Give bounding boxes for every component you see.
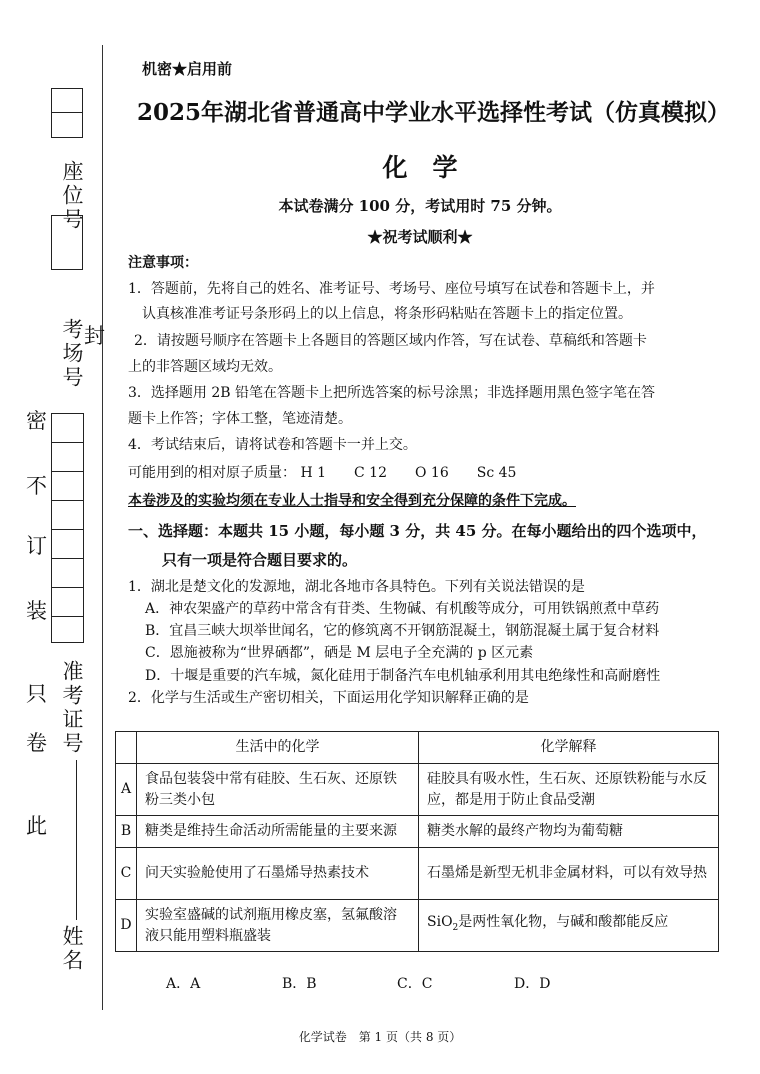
seal-char: 只 [26, 682, 47, 706]
seal-char: 此 [26, 814, 47, 838]
notes-line: 1．答题前，先将自己的姓名、准考证号、考场号、座位号填写在试卷和答题卡上，并 [128, 281, 655, 297]
binding-line [102, 45, 103, 1010]
table-row [116, 848, 719, 900]
notes-heading: 注意事项： [128, 255, 198, 271]
explain-cell [419, 900, 719, 952]
section-heading-cont: 只有一项是符合题目要求的。 [162, 551, 358, 569]
box-divider [51, 471, 84, 472]
life-cell: 问天实验舱使用了石墨烯导热素技术 [137, 848, 419, 900]
table-row [116, 900, 719, 952]
notes-line: 4．考试结束后，请将试卷和答题卡一并上交。 [128, 437, 417, 453]
wish-text: ★祝考试顺利★ [367, 228, 473, 246]
formula-subscript: 2 [452, 922, 459, 933]
page-title: 2025年湖北省普通高中学业水平选择性考试（仿真模拟） [137, 99, 731, 126]
table-header: 化学解释 [419, 732, 719, 764]
notes-line: 2．请按题号顺序在答题卡上各题目的答题区域内作答，写在试卷、草稿纸和答题卡 [134, 333, 647, 349]
notes-line: 3．选择题用 2B 铅笔在答题卡上把所选答案的标号涂黑；非选择题用黑色签字笔在答 [128, 385, 656, 401]
box-divider [51, 442, 84, 443]
table-row [116, 764, 719, 816]
table-row [116, 816, 719, 848]
life-cell: 糖类是维持生命活动所需能量的主要来源 [137, 816, 419, 848]
notes-line: 上的非答题区域均无效。 [128, 359, 282, 375]
life-cell: 食品包装袋中常有硅胶、生石灰、还原铁粉三类小包 [137, 764, 419, 816]
section-heading: 一、选择题：本题共 15 小题，每小题 3 分，共 45 分。在每小题给出的四个选项中， [128, 522, 707, 540]
seal-char: 卷 [26, 731, 47, 755]
q1-option-a: A．神农架盛产的草药中常含有苷类、生物碱、有机酸等成分，可用铁锅煎煮中草药 [145, 601, 660, 617]
q2-answer-d: D．D [514, 976, 551, 992]
subject-title: 化 学 [382, 153, 458, 182]
seal-char: 密 [26, 409, 47, 433]
question-1-stem: 1．湖北是楚文化的发源地，湖北各地市各具特色。下列有关说法错误的是 [128, 579, 585, 595]
q1-option-b: B．宜昌三峡大坝举世闻名，它的修筑离不开钢筋混凝土，钢筋混凝土属于复合材料 [145, 623, 660, 639]
q2-answer-c: C．C [397, 976, 433, 992]
safety-note: 本卷涉及的实验均须在专业人士指导和安全得到充分保障的条件下完成。 [128, 493, 576, 509]
table-corner [116, 732, 137, 764]
seat-box-divider [51, 88, 83, 113]
name-underline [76, 760, 77, 920]
room-number-label: 考场号 [60, 318, 84, 390]
box-divider [51, 500, 84, 501]
life-cell: 实验室盛碱的试剂瓶用橡皮塞，氢氟酸溶液只能用塑料瓶盛装 [137, 900, 419, 952]
box-divider [51, 616, 84, 617]
seal-char: 不 [26, 474, 47, 498]
exam-number-label: 准考证号 [60, 660, 84, 756]
seal-char: 订 [26, 534, 47, 558]
row-label: B [116, 816, 137, 848]
explain-cell: 石墨烯是新型无机非金属材料，可以有效导热 [419, 848, 719, 900]
row-label: C [116, 848, 137, 900]
q2-answer-b: B．B [282, 976, 317, 992]
box-divider [51, 558, 84, 559]
name-label: 姓名 [60, 925, 84, 973]
q1-option-d: D．十堰是重要的汽车城，氮化硅用于制备汽车电机轴承利用其电绝缘性和高耐磨性 [145, 668, 661, 684]
atomic-mass-line: 可能用到的相对原子质量： H 1 C 12 O 16 Sc 45 [128, 465, 517, 481]
formula-sio2: SiO [427, 914, 453, 931]
row-label: A [116, 764, 137, 816]
question-2-stem: 2．化学与生活或生产密切相关，下面运用化学知识解释正确的是 [128, 690, 529, 706]
seat-number-label: 座位号 [60, 160, 84, 232]
box-divider [51, 587, 84, 588]
page-footer: 化学试卷 第 1 页（共 8 页） [298, 1030, 462, 1044]
secret-label: 机密★启用前 [142, 60, 233, 78]
table-header: 生活中的化学 [137, 732, 419, 764]
explain-cell: 硅胶具有吸水性，生石灰、还原铁粉能与水反应，都是用于防止食品受潮 [419, 764, 719, 816]
question-2-table [115, 731, 719, 952]
notes-line: 题卡上作答；字体工整，笔迹清楚。 [128, 411, 352, 427]
seal-char: 封 [84, 324, 105, 348]
seal-char: 装 [26, 599, 47, 623]
exam-number-boxes [51, 413, 84, 643]
notes-line: 认真核准准考证号条形码上的以上信息，将条形码粘贴在答题卡上的指定位置。 [142, 306, 632, 322]
row-label: D [116, 900, 137, 952]
q2-answer-a: A．A [166, 976, 201, 992]
box-divider [51, 529, 84, 530]
score-info: 本试卷满分 100 分，考试用时 75 分钟。 [278, 197, 562, 215]
explain-cell: 糖类水解的最终产物均为葡萄糖 [419, 816, 719, 848]
explain-text: 是两性氧化物，与碱和酸都能反应 [458, 914, 669, 931]
q1-option-c: C．恩施被称为“世界硒都”，硒是 M 层电子全充满的 p 区元素 [145, 645, 534, 661]
